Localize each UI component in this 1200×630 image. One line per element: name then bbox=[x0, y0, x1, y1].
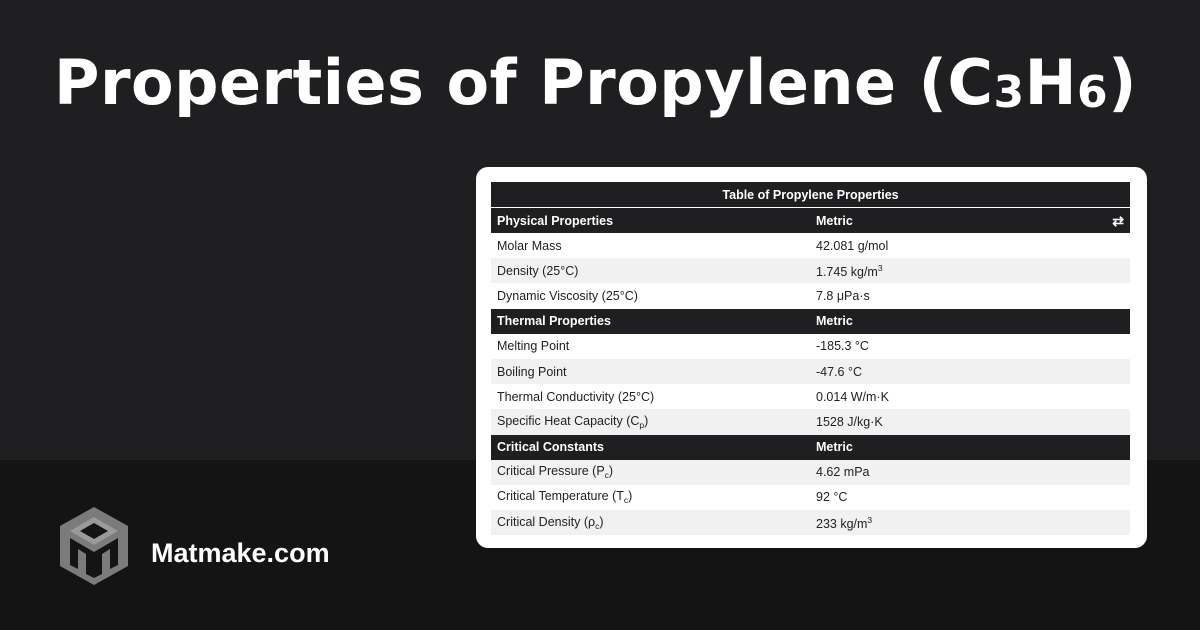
table-row bbox=[491, 258, 1130, 283]
unit-header: Metric bbox=[810, 309, 1130, 334]
property-name bbox=[491, 485, 810, 510]
property-text-end: ) bbox=[644, 413, 649, 428]
table-row bbox=[491, 510, 1130, 535]
property-text-end: ) bbox=[628, 489, 633, 504]
property-value: 0.014 W/m·K bbox=[810, 384, 1130, 409]
section-header-row bbox=[491, 208, 1130, 234]
table-row bbox=[491, 233, 1130, 258]
property-name: Dynamic Viscosity (25°C) bbox=[491, 283, 810, 308]
property-value: 4.62 mPa bbox=[810, 460, 1130, 485]
unit-header: Metric bbox=[810, 435, 1130, 460]
table-row bbox=[491, 283, 1130, 308]
property-name: Density (25°C) bbox=[491, 258, 810, 283]
property-value: 7.8 μPa·s bbox=[810, 283, 1130, 308]
unit-label: Metric bbox=[816, 213, 853, 228]
table-row bbox=[491, 460, 1130, 485]
property-text: Critical Density (ρ bbox=[497, 514, 596, 529]
property-subscript: c bbox=[604, 470, 609, 481]
properties-table bbox=[491, 182, 1130, 535]
property-name: Thermal Conductivity (25°C) bbox=[491, 384, 810, 409]
property-name: Melting Point bbox=[491, 334, 810, 359]
property-name bbox=[491, 510, 810, 535]
value-text: 233 kg/m bbox=[816, 516, 868, 531]
section-header-row bbox=[491, 309, 1130, 334]
property-value: -47.6 °C bbox=[810, 359, 1130, 384]
value-text: 1.745 kg/m bbox=[816, 264, 878, 279]
table-row bbox=[491, 485, 1130, 510]
section-header-row bbox=[491, 435, 1130, 460]
property-subscript: c bbox=[623, 495, 629, 506]
table-caption-row bbox=[491, 182, 1130, 208]
section-title: Physical Properties bbox=[491, 208, 810, 234]
table-row bbox=[491, 384, 1130, 409]
swap-arrows-icon[interactable]: ⇄ bbox=[1112, 212, 1125, 229]
section-title: Critical Constants bbox=[491, 435, 810, 460]
property-name bbox=[491, 409, 810, 434]
value-superscript: 3 bbox=[867, 514, 873, 525]
property-text: Critical Temperature (T bbox=[497, 489, 624, 504]
property-text-end: ) bbox=[608, 464, 614, 479]
property-value bbox=[810, 258, 1130, 283]
page-title-h: H bbox=[1024, 46, 1078, 119]
property-text: Specific Heat Capacity (C bbox=[497, 413, 640, 428]
unit-header bbox=[810, 208, 1130, 234]
property-subscript: c bbox=[595, 520, 600, 531]
page-title-subscript: 3 bbox=[993, 67, 1025, 118]
property-value: 42.081 g/mol bbox=[810, 233, 1130, 258]
properties-card bbox=[476, 167, 1147, 548]
page-title bbox=[54, 38, 1137, 135]
property-value: 1528 J/kg·K bbox=[810, 409, 1130, 434]
property-value bbox=[810, 510, 1130, 535]
table-row bbox=[491, 359, 1130, 384]
page-title-text: Properties of Propylene (C bbox=[54, 46, 994, 119]
property-value: 92 °C bbox=[810, 485, 1130, 510]
property-name: Boiling Point bbox=[491, 359, 810, 384]
brand-name[interactable]: Matmake.com bbox=[151, 538, 330, 568]
section-title: Thermal Properties bbox=[491, 309, 810, 334]
page-title-close: ) bbox=[1108, 46, 1138, 119]
table-row bbox=[491, 409, 1130, 434]
matmake-cube-logo bbox=[58, 505, 130, 587]
property-value: -185.3 °C bbox=[810, 334, 1130, 359]
property-text: Critical Pressure (P bbox=[497, 464, 605, 479]
property-name: Molar Mass bbox=[491, 233, 810, 258]
property-name bbox=[491, 460, 810, 485]
value-superscript: 3 bbox=[877, 262, 883, 273]
table-caption: Table of Propylene Properties bbox=[491, 182, 1130, 208]
page-title-subscript: 6 bbox=[1077, 67, 1109, 118]
property-text-end: ) bbox=[599, 514, 604, 529]
property-subscript: p bbox=[639, 419, 645, 430]
table-row bbox=[491, 334, 1130, 359]
